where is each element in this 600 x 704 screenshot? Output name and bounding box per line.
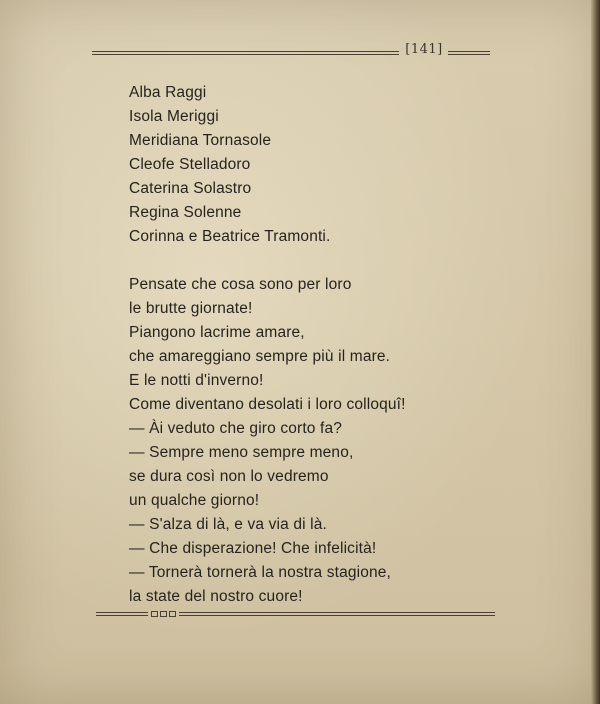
name-line: Corinna e Beatrice Tramonti.: [129, 228, 331, 245]
verse-line: — S'alza di là, e va via di là.: [129, 516, 328, 533]
footer-ornament: [151, 611, 176, 617]
page-edge-shadow: [591, 0, 600, 704]
header-rule-left: [92, 51, 399, 55]
verse-line: un qualche giorno!: [129, 492, 260, 509]
footer-rule-right: [179, 612, 495, 616]
verse-line: se dura così non lo vedremo: [129, 468, 329, 485]
names-list: [129, 81, 406, 249]
page-number: [141]: [405, 42, 443, 57]
verse-line: — Sempre meno sempre meno,: [129, 444, 354, 461]
name-line: Cleofe Stelladoro: [129, 156, 251, 173]
poem-text: [129, 81, 406, 609]
name-line: Isola Meriggi: [129, 108, 219, 125]
verse-line: Piangono lacrime amare,: [129, 324, 305, 341]
name-line: Meridiana Tornasole: [129, 132, 272, 149]
stanza-gap: [129, 249, 406, 273]
verse-line: che amareggiano sempre più il mare.: [129, 348, 391, 365]
name-line: Regina Solenne: [129, 204, 242, 221]
ornament-square: [151, 611, 158, 617]
ornament-square: [169, 611, 176, 617]
ornament-square: [160, 611, 167, 617]
name-line: Caterina Solastro: [129, 180, 252, 197]
name-line: Alba Raggi: [129, 84, 207, 101]
verse-line: E le notti d'inverno!: [129, 372, 264, 389]
verse-line: Pensate che cosa sono per loro: [129, 276, 352, 293]
verse-line: — Tornerà tornerà la nostra stagione,: [129, 564, 392, 581]
verse-line: la state del nostro cuore!: [129, 588, 303, 605]
verse-line: Come diventano desolati i loro colloquî!: [129, 396, 406, 413]
header-rule-right: [448, 51, 490, 55]
verse-line: — Ài veduto che giro corto fa?: [129, 420, 343, 437]
verse-stanza: [129, 273, 406, 609]
verse-line: le brutte giornate!: [129, 300, 253, 317]
verse-line: — Che disperazione! Che infelicità!: [129, 540, 377, 557]
footer-rule-left: [96, 612, 148, 616]
